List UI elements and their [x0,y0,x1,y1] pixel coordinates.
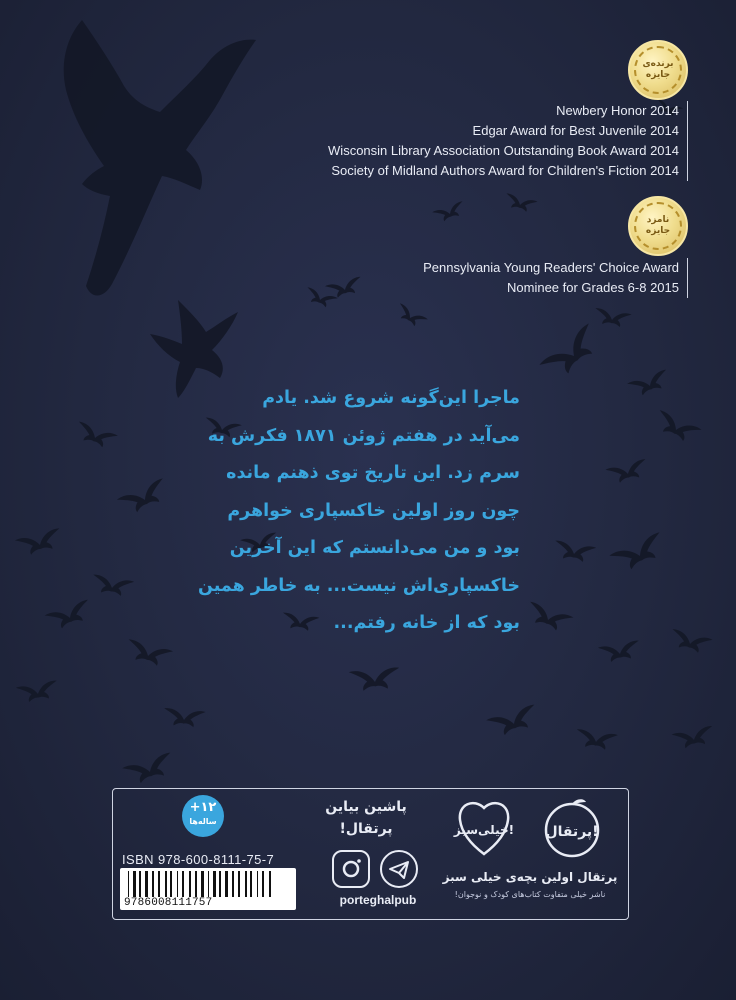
social-handle: porteghalpub [339,893,417,907]
barcode-bars [126,871,290,897]
book-blurb [198,380,520,643]
barcode-bar [225,871,228,897]
blurb-line: بود که از خانه رفتم... [333,613,520,633]
publisher-tagline: پرتقال اولین بچه‌ی خیلی سبز [442,870,618,884]
barcode-bar [195,871,197,897]
porteghal-logo-text: پرتقال! [545,824,599,840]
barcode-bar [158,871,160,897]
barcode-bar [177,871,178,897]
award-item: Wisconsin Library Association Outstanding Book Award 2014 [328,143,679,158]
follow-line-1: پاشین بیاین [325,799,407,815]
telegram-icon[interactable] [380,850,418,888]
barcode-bar [219,871,221,897]
awards-list-won [328,101,688,181]
winner-seal-label: برنده‌ی جایزه [642,59,674,80]
instagram-icon[interactable] [332,850,370,888]
barcode-bar [152,871,154,897]
nominee-award-seal [628,196,688,256]
barcode-bar [145,871,148,897]
winner-award-seal [628,40,688,100]
barcode-bar [245,871,247,897]
blurb-line: سرم زد. این تاریخ توی ذهنم مانده [226,463,520,483]
award-item: Edgar Award for Best Juvenile 2014 [472,123,679,138]
porteghal-logo [540,796,604,860]
award-item: Newbery Honor 2014 [556,103,679,118]
isbn-label: ISBN 978-600-8111-75-7 [122,852,275,867]
barcode-bar [128,871,129,897]
follow-line-2: پرتقال! [339,821,393,837]
barcode-digits: 9786008111757 [124,897,213,909]
barcode-bar [201,871,204,897]
barcode-bar [208,871,209,897]
barcode-bar [262,871,264,897]
blurb-line: خاکسپاری‌اش نیست... به خاطر همین [198,575,520,596]
age-rating-number: +۱۲ [189,800,217,815]
nominee-seal-label: نامزد جایزه [645,215,671,236]
khili-sabz-logo [452,796,516,860]
barcode-bar [182,871,184,897]
barcode-bar [170,871,172,897]
barcode-bar [213,871,216,897]
khili-sabz-logo-text: خیلی‌سبز! [453,823,515,837]
barcode-bar [139,871,141,897]
barcode-bar [250,871,252,897]
publisher-tagline-sub: ناشر خیلی متفاوت کتاب‌های کودک و نوجوان! [454,890,606,899]
blurb-line: ماجرا این‌گونه شروع شد. یادم [262,388,520,408]
age-rating-label: ساله‌ها [189,817,217,826]
award-item: Pennsylvania Young Readers' Choice Award [423,260,679,275]
follow-us-text [306,796,426,840]
award-item: Society of Midland Authors Award for Children's Fiction 2014 [331,163,679,178]
barcode-bar [269,871,271,897]
age-rating-badge [182,795,224,837]
awards-list-nominated [423,258,688,298]
blurb-line: چون روز اولین خاکسپاری خواهرم [227,500,520,521]
award-item: Nominee for Grades 6-8 2015 [507,280,679,295]
barcode-bar [189,871,191,897]
blurb-line: بود و من می‌دانستم که این آخرین [229,538,520,558]
barcode-bar [232,871,234,897]
isbn-barcode [120,868,296,910]
barcode-bar [165,871,167,897]
barcode-bar [133,871,136,897]
blurb-line: می‌آید در هفتم ژوئن ۱۸۷۱ فکرش به [207,425,520,446]
barcode-bar [238,871,240,897]
barcode-bar [257,871,258,897]
